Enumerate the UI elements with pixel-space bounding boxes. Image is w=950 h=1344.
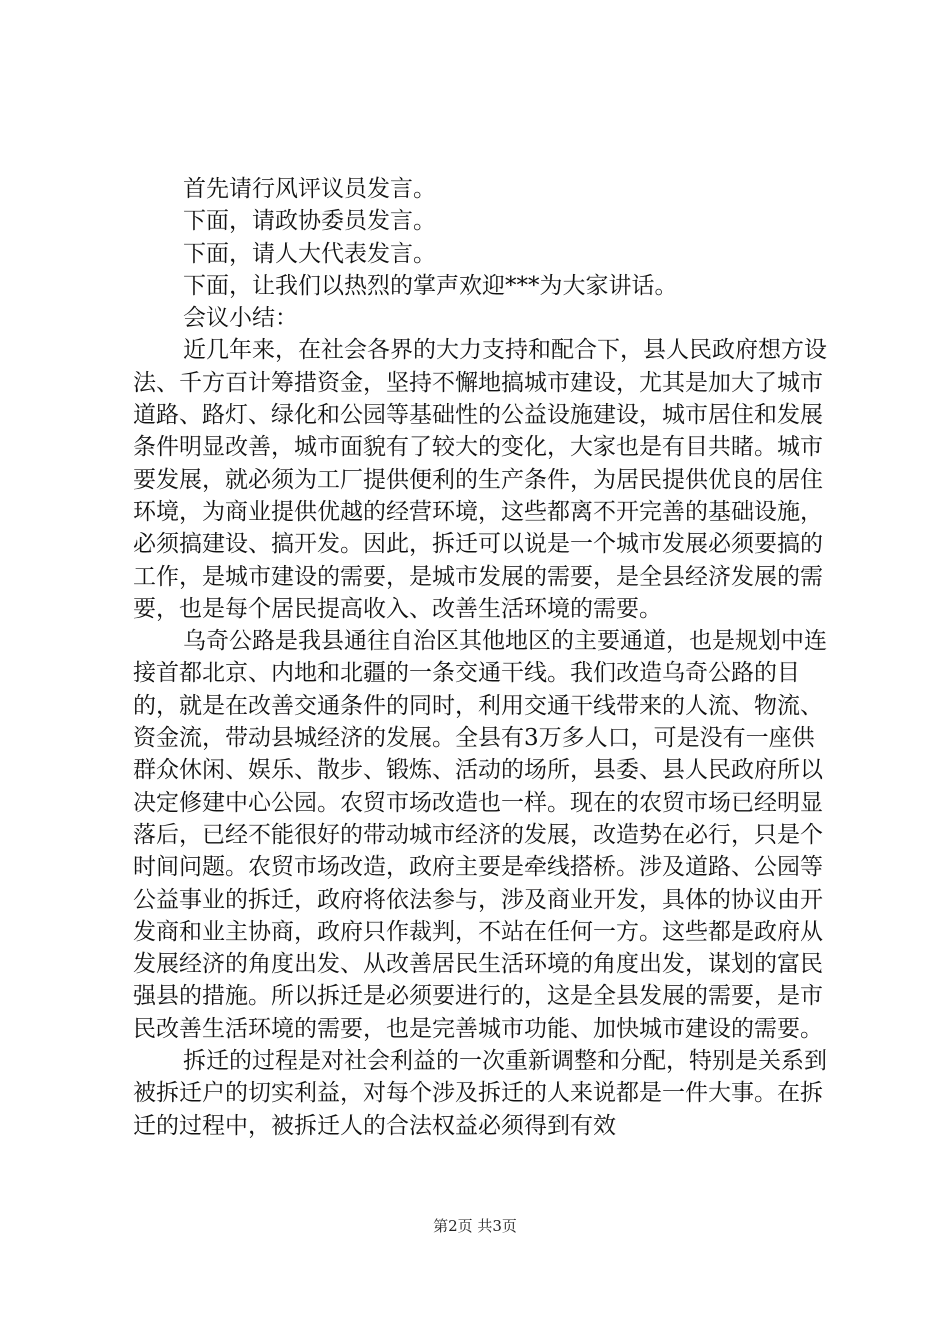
paragraph-6: 近几年来，在社会各界的大力支持和配合下，县人民政府想方设法、千方百计筹措资金，坚持不懈地搞城市建设，尤其是加大了城市道路、路灯、绿化和公园等基础性的公益设施建设，城市居住和发展条件明显改善，城市面貌有了较大的变化，大家也是有目共睹。城市要发展，就必须为工厂提供便利的生产条件，为居民提供优良的居住环境，为商业提供优越的经营环境，这些都离不开完善的基础设施，必须搞建设、搞开发。因此，拆迁可以说是一个城市发展必须要搞的工作，是城市建设的需要，是城市发展的需要，是全县经济发展的需要，也是每个居民提高收入、改善生活环境的需要。 <box>133 337 827 622</box>
paragraph-4: 下面，让我们以热烈的掌声欢迎***为大家讲话。 <box>183 272 678 299</box>
section-heading-summary: 会议小结： <box>183 305 298 332</box>
paragraph-1: 首先请行风评议员发言。 <box>183 176 436 202</box>
paragraph-3: 下面，请人大代表发言。 <box>183 240 436 267</box>
page-footer <box>0 1216 950 1236</box>
paragraph-8: 拆迁的过程是对社会利益的一次重新调整和分配，特别是关系到被拆迁户的切实利益，对每个涉及拆迁的人来说都是一件大事。在拆迁的过程中，被拆迁人的合法权益必须得到有效 <box>133 1048 827 1139</box>
document-body <box>133 173 833 1142</box>
page-indicator: 第2页 共3页 <box>433 1217 517 1235</box>
paragraph-2: 下面，请政协委员发言。 <box>183 208 436 235</box>
paragraph-7: 乌奇公路是我县通往自治区其他地区的主要通道，也是规划中连接首都北京、内地和北疆的一条交通干线。我们改造乌奇公路的目的，就是在改善交通条件的同时，利用交通干线带来的人流、物流、资金流，带动县城经济的发展。全县有3万多人口，可是没有一座供群众休闲、娱乐、散步、锻炼、活动的场所，县委、县人民政府所以决定修建中心公园。农贸市场改造也一样。现在的农贸市场已经明显落后，已经不能很好的带动城市经济的发展，改造势在必行，只是个时间问题。农贸市场改造，政府主要是牵线搭桥。涉及道路、公园等公益事业的拆迁，政府将依法参与，涉及商业开发，具体的协议由开发商和业主协商，政府只作裁判，不站在任何一方。这些都是政府从发展经济的角度出发、从改善居民生活环境的角度出发，谋划的富民强县的措施。所以拆迁是必须要进行的，这是全县发展的需要，是市民改善生活环境的需要，也是完善城市功能、加快城市建设的需要。 <box>133 628 827 1042</box>
